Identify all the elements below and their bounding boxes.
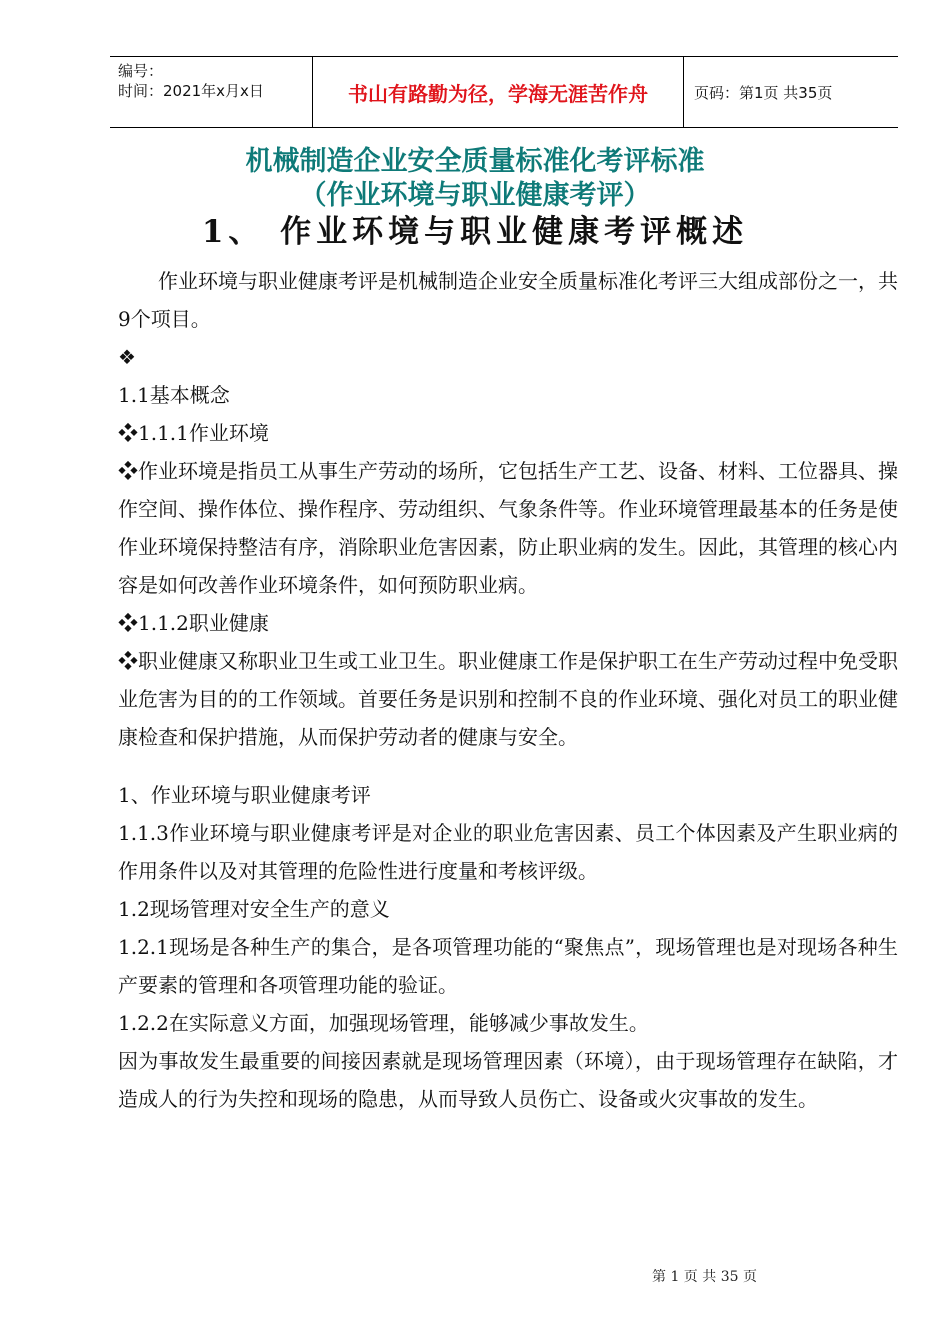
- subsection-heading: 1.2现场管理对安全生产的意义: [118, 897, 390, 921]
- paragraph: 1.2.1现场是各种生产的集合，是各项管理功能的“聚焦点”，现场管理也是对现场各种生产要素的管理和各项管理功能的验证。: [118, 935, 898, 997]
- subsection-heading: 1.1基本概念: [118, 383, 230, 407]
- header-meta: [110, 57, 312, 127]
- time-label: 时间：2021年x月x日: [118, 82, 264, 100]
- subsection-heading: ❖1.1.1作业环境: [118, 421, 269, 445]
- paragraph: 因为事故发生最重要的间接因素就是现场管理因素（环境），由于现场管理存在缺陷，才造成人的行为失控和现场的隐患，从而导致人员伤亡、设备或火灾事故的发生。: [118, 1049, 898, 1111]
- subsection-heading: ❖1.1.2职业健康: [118, 611, 269, 635]
- paragraph: 1.1.3作业环境与职业健康考评是对企业的职业危害因素、员工个体因素及产生职业病的作用条件以及对其管理的危险性进行度量和考核评级。: [118, 821, 898, 883]
- page-footer: 第 1 页 共 35 页: [652, 1269, 757, 1285]
- paragraph: ❖职业健康又称职业卫生或工业卫生。职业健康工作是保护职工在生产劳动过程中免受职业危害为目的的工作领域。首要任务是识别和控制不良的作业环境、强化对员工的职业健康检查和保护措施，从而保护劳动者的健康与安全。: [118, 649, 898, 749]
- number-label: 编号：: [118, 62, 164, 80]
- section-heading: 1、 作业环境与职业健康考评概述: [201, 214, 749, 250]
- paragraph: ❖作业环境是指员工从事生产劳动的场所，它包括生产工艺、设备、材料、工位器具、操作空间、操作体位、操作程序、劳动组织、气象条件等。作业环境管理最基本的任务是使作业环境保持整洁有序，消除职业危害因素，防止职业病的发生。因此，其管理的核心内容是如何改善作业环境条件，如何预防职业病。: [118, 459, 898, 597]
- paragraph: 作业环境与职业健康考评是机械制造企业安全质量标准化考评三大组成部份之一，共9个项目。: [118, 269, 898, 331]
- bullet-marker: ❖: [118, 345, 136, 369]
- page-info: 页码：第1页 共35页: [694, 83, 833, 102]
- document-title: 机械制造企业安全质量标准化考评标准: [245, 146, 705, 177]
- document-header: [110, 56, 898, 128]
- document-body: [118, 262, 898, 1118]
- document-subtitle: （作业环境与职业健康考评）: [299, 180, 651, 211]
- paragraph: 1.2.2在实际意义方面，加强现场管理，能够减少事故发生。: [118, 1011, 649, 1035]
- motto-text: 书山有路勤为径，学海无涯苦作舟: [312, 57, 684, 127]
- subsection-heading: 1、作业环境与职业健康考评: [118, 783, 371, 807]
- spacer: [118, 756, 898, 776]
